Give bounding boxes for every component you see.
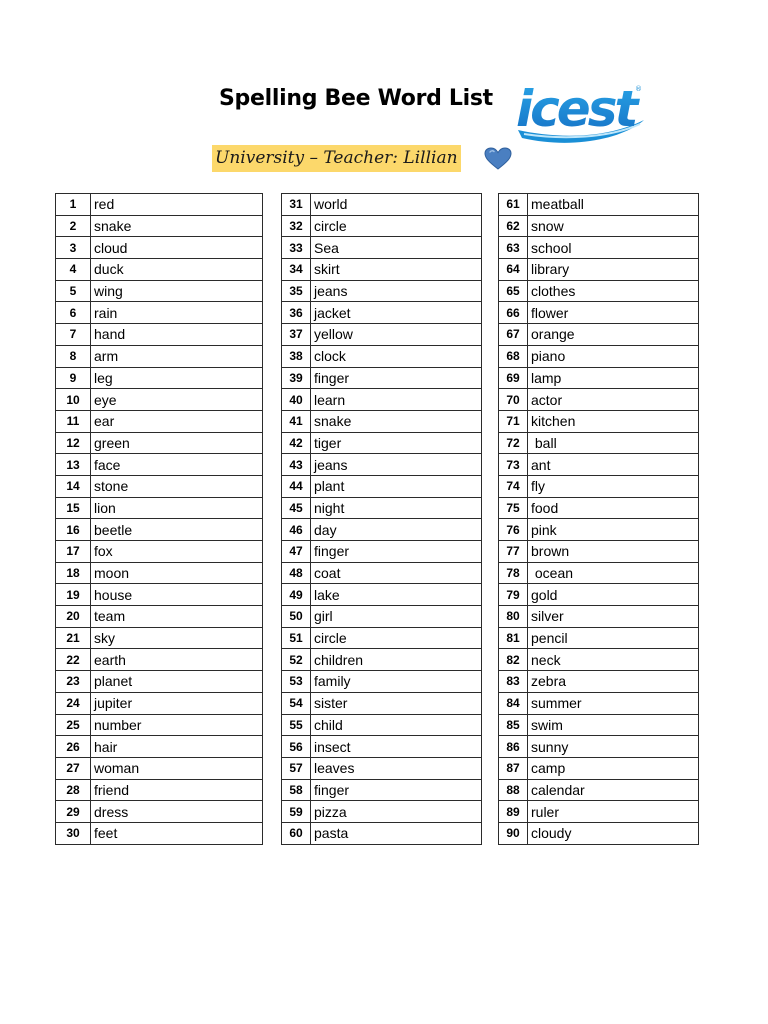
word-number: 68 <box>499 345 528 367</box>
word-number: 86 <box>499 736 528 758</box>
word-row <box>282 367 482 389</box>
word-row <box>499 410 699 432</box>
word-cell: pencil <box>528 627 699 649</box>
word-row <box>282 779 482 801</box>
word-row <box>282 584 482 606</box>
word-number: 87 <box>499 757 528 779</box>
word-cell: team <box>91 606 263 628</box>
word-cell: child <box>311 714 482 736</box>
word-row <box>282 324 482 346</box>
word-number: 20 <box>56 606 91 628</box>
word-row <box>282 519 482 541</box>
word-cell: clothes <box>528 280 699 302</box>
word-number: 73 <box>499 454 528 476</box>
word-row <box>56 237 263 259</box>
word-row <box>56 562 263 584</box>
word-number: 11 <box>56 410 91 432</box>
word-row <box>499 389 699 411</box>
word-cell: jeans <box>311 280 482 302</box>
word-cell: coat <box>311 562 482 584</box>
word-cell: hand <box>91 324 263 346</box>
word-cell: leaves <box>311 757 482 779</box>
word-cell: finger <box>311 541 482 563</box>
word-number: 85 <box>499 714 528 736</box>
word-cell: eye <box>91 389 263 411</box>
word-cell: learn <box>311 389 482 411</box>
word-number: 23 <box>56 671 91 693</box>
word-number: 34 <box>282 259 311 281</box>
word-cell: earth <box>91 649 263 671</box>
word-cell: snow <box>528 215 699 237</box>
word-number: 45 <box>282 497 311 519</box>
word-number: 77 <box>499 541 528 563</box>
word-row <box>56 475 263 497</box>
word-number: 88 <box>499 779 528 801</box>
word-cell: orange <box>528 324 699 346</box>
word-row <box>56 497 263 519</box>
word-cell: insect <box>311 736 482 758</box>
word-cell: yellow <box>311 324 482 346</box>
word-row <box>282 410 482 432</box>
word-number: 41 <box>282 410 311 432</box>
word-cell: piano <box>528 345 699 367</box>
word-row <box>56 779 263 801</box>
word-row <box>499 822 699 844</box>
word-number: 90 <box>499 822 528 844</box>
word-cell: plant <box>311 475 482 497</box>
word-number: 16 <box>56 519 91 541</box>
word-cell: brown <box>528 541 699 563</box>
word-number: 30 <box>56 822 91 844</box>
word-row <box>499 280 699 302</box>
word-row <box>56 714 263 736</box>
word-row <box>499 584 699 606</box>
word-row <box>56 215 263 237</box>
word-row <box>56 541 263 563</box>
word-row <box>499 302 699 324</box>
word-number: 43 <box>282 454 311 476</box>
word-cell: green <box>91 432 263 454</box>
word-row <box>282 627 482 649</box>
word-cell: jupiter <box>91 692 263 714</box>
word-row <box>282 562 482 584</box>
word-row <box>282 454 482 476</box>
word-number: 58 <box>282 779 311 801</box>
teacher-subtitle: University – Teacher: Lillian <box>212 145 461 172</box>
word-row <box>499 475 699 497</box>
word-number: 71 <box>499 410 528 432</box>
word-number: 40 <box>282 389 311 411</box>
word-cell: ruler <box>528 801 699 823</box>
word-row <box>56 649 263 671</box>
word-number: 17 <box>56 541 91 563</box>
word-row <box>56 584 263 606</box>
word-cell: camp <box>528 757 699 779</box>
word-number: 63 <box>499 237 528 259</box>
word-row <box>282 692 482 714</box>
svg-text:icest: icest <box>516 80 636 138</box>
word-row <box>56 194 263 216</box>
word-row <box>499 627 699 649</box>
word-column-2 <box>281 193 482 845</box>
word-number: 42 <box>282 432 311 454</box>
word-cell: world <box>311 194 482 216</box>
word-number: 35 <box>282 280 311 302</box>
word-row <box>282 649 482 671</box>
word-row <box>499 432 699 454</box>
word-number: 29 <box>56 801 91 823</box>
word-number: 39 <box>282 367 311 389</box>
word-number: 26 <box>56 736 91 758</box>
word-cell: leg <box>91 367 263 389</box>
word-number: 79 <box>499 584 528 606</box>
word-row <box>56 454 263 476</box>
word-row <box>499 237 699 259</box>
word-row <box>56 692 263 714</box>
word-cell: Sea <box>311 237 482 259</box>
word-cell: duck <box>91 259 263 281</box>
word-cell: moon <box>91 562 263 584</box>
word-cell: red <box>91 194 263 216</box>
word-number: 59 <box>282 801 311 823</box>
word-number: 50 <box>282 606 311 628</box>
word-cell: food <box>528 497 699 519</box>
word-cell: ant <box>528 454 699 476</box>
word-number: 33 <box>282 237 311 259</box>
word-row <box>282 497 482 519</box>
word-row <box>56 519 263 541</box>
word-row <box>282 541 482 563</box>
word-cell: face <box>91 454 263 476</box>
word-number: 31 <box>282 194 311 216</box>
word-row <box>499 562 699 584</box>
word-number: 64 <box>499 259 528 281</box>
word-cell: stone <box>91 475 263 497</box>
word-row <box>499 519 699 541</box>
word-number: 54 <box>282 692 311 714</box>
word-number: 49 <box>282 584 311 606</box>
word-cell: feet <box>91 822 263 844</box>
word-cell: cloud <box>91 237 263 259</box>
word-number: 6 <box>56 302 91 324</box>
word-cell: number <box>91 714 263 736</box>
word-row <box>499 779 699 801</box>
word-row <box>499 194 699 216</box>
word-number: 14 <box>56 475 91 497</box>
word-number: 38 <box>282 345 311 367</box>
word-row <box>499 671 699 693</box>
word-row <box>499 736 699 758</box>
word-cell: actor <box>528 389 699 411</box>
word-row <box>282 671 482 693</box>
word-number: 89 <box>499 801 528 823</box>
word-number: 76 <box>499 519 528 541</box>
word-row <box>282 801 482 823</box>
word-row <box>56 345 263 367</box>
word-cell: school <box>528 237 699 259</box>
word-cell: gold <box>528 584 699 606</box>
word-number: 81 <box>499 627 528 649</box>
word-row <box>282 432 482 454</box>
word-row <box>56 822 263 844</box>
word-number: 37 <box>282 324 311 346</box>
word-cell: calendar <box>528 779 699 801</box>
word-row <box>499 259 699 281</box>
word-number: 80 <box>499 606 528 628</box>
word-cell: planet <box>91 671 263 693</box>
word-cell: finger <box>311 779 482 801</box>
word-number: 22 <box>56 649 91 671</box>
word-number: 61 <box>499 194 528 216</box>
word-row <box>56 324 263 346</box>
word-number: 69 <box>499 367 528 389</box>
word-number: 65 <box>499 280 528 302</box>
word-row <box>56 432 263 454</box>
word-number: 82 <box>499 649 528 671</box>
word-number: 55 <box>282 714 311 736</box>
word-cell: pasta <box>311 822 482 844</box>
word-cell: dress <box>91 801 263 823</box>
word-number: 5 <box>56 280 91 302</box>
word-cell: swim <box>528 714 699 736</box>
word-cell: fly <box>528 475 699 497</box>
word-cell: arm <box>91 345 263 367</box>
word-row <box>499 324 699 346</box>
word-cell: sister <box>311 692 482 714</box>
word-number: 72 <box>499 432 528 454</box>
word-cell: snake <box>311 410 482 432</box>
word-row <box>56 259 263 281</box>
word-cell: cloudy <box>528 822 699 844</box>
word-row <box>499 345 699 367</box>
word-number: 78 <box>499 562 528 584</box>
word-number: 1 <box>56 194 91 216</box>
word-row <box>499 714 699 736</box>
word-row <box>499 454 699 476</box>
word-number: 47 <box>282 541 311 563</box>
word-number: 52 <box>282 649 311 671</box>
word-cell: hair <box>91 736 263 758</box>
word-cell: kitchen <box>528 410 699 432</box>
word-cell: woman <box>91 757 263 779</box>
word-cell: pizza <box>311 801 482 823</box>
word-row <box>499 692 699 714</box>
word-row <box>56 801 263 823</box>
word-cell: snake <box>91 215 263 237</box>
word-row <box>56 736 263 758</box>
word-cell: jeans <box>311 454 482 476</box>
word-number: 84 <box>499 692 528 714</box>
word-cell: day <box>311 519 482 541</box>
word-row <box>282 215 482 237</box>
word-cell: beetle <box>91 519 263 541</box>
word-cell: pink <box>528 519 699 541</box>
word-cell: fox <box>91 541 263 563</box>
word-row <box>282 345 482 367</box>
word-number: 66 <box>499 302 528 324</box>
word-cell: meatball <box>528 194 699 216</box>
word-column-1 <box>55 193 263 845</box>
word-cell: children <box>311 649 482 671</box>
word-cell: lamp <box>528 367 699 389</box>
word-row <box>56 410 263 432</box>
word-cell: house <box>91 584 263 606</box>
word-row <box>282 757 482 779</box>
word-row <box>282 280 482 302</box>
word-cell: neck <box>528 649 699 671</box>
word-number: 8 <box>56 345 91 367</box>
word-row <box>282 194 482 216</box>
word-row <box>499 497 699 519</box>
word-row <box>282 259 482 281</box>
word-number: 19 <box>56 584 91 606</box>
word-number: 13 <box>56 454 91 476</box>
word-row <box>282 606 482 628</box>
word-row <box>499 215 699 237</box>
word-cell: summer <box>528 692 699 714</box>
word-row <box>499 367 699 389</box>
word-row <box>499 606 699 628</box>
word-number: 4 <box>56 259 91 281</box>
word-number: 27 <box>56 757 91 779</box>
word-number: 57 <box>282 757 311 779</box>
word-cell: rain <box>91 302 263 324</box>
page-title: Spelling Bee Word List <box>219 86 493 111</box>
word-row <box>282 475 482 497</box>
word-number: 83 <box>499 671 528 693</box>
word-number: 10 <box>56 389 91 411</box>
word-cell: zebra <box>528 671 699 693</box>
word-number: 7 <box>56 324 91 346</box>
word-cell: clock <box>311 345 482 367</box>
blue-heart-icon <box>484 147 512 171</box>
word-cell: skirt <box>311 259 482 281</box>
word-row <box>56 367 263 389</box>
word-cell: family <box>311 671 482 693</box>
word-cell: lake <box>311 584 482 606</box>
word-row <box>56 671 263 693</box>
svg-text:®: ® <box>635 85 642 93</box>
word-number: 56 <box>282 736 311 758</box>
word-number: 44 <box>282 475 311 497</box>
word-row <box>56 606 263 628</box>
word-number: 67 <box>499 324 528 346</box>
word-number: 75 <box>499 497 528 519</box>
word-cell: circle <box>311 627 482 649</box>
word-number: 9 <box>56 367 91 389</box>
word-number: 51 <box>282 627 311 649</box>
word-cell: lion <box>91 497 263 519</box>
word-row <box>282 822 482 844</box>
word-row <box>499 801 699 823</box>
word-cell: wing <box>91 280 263 302</box>
word-row <box>499 541 699 563</box>
word-number: 32 <box>282 215 311 237</box>
icest-logo <box>514 80 646 146</box>
word-row <box>282 237 482 259</box>
word-row <box>282 736 482 758</box>
word-cell: ball <box>528 432 699 454</box>
word-number: 12 <box>56 432 91 454</box>
word-number: 2 <box>56 215 91 237</box>
word-row <box>56 627 263 649</box>
word-number: 3 <box>56 237 91 259</box>
word-row <box>56 389 263 411</box>
word-row <box>499 757 699 779</box>
word-cell: circle <box>311 215 482 237</box>
word-cell: tiger <box>311 432 482 454</box>
word-number: 25 <box>56 714 91 736</box>
word-number: 24 <box>56 692 91 714</box>
word-number: 53 <box>282 671 311 693</box>
word-number: 18 <box>56 562 91 584</box>
word-cell: flower <box>528 302 699 324</box>
word-number: 60 <box>282 822 311 844</box>
word-number: 21 <box>56 627 91 649</box>
word-column-3 <box>498 193 699 845</box>
word-row <box>56 280 263 302</box>
word-cell: silver <box>528 606 699 628</box>
word-cell: night <box>311 497 482 519</box>
word-number: 46 <box>282 519 311 541</box>
word-row <box>499 649 699 671</box>
word-number: 15 <box>56 497 91 519</box>
word-cell: girl <box>311 606 482 628</box>
word-cell: jacket <box>311 302 482 324</box>
word-row <box>282 389 482 411</box>
word-cell: sunny <box>528 736 699 758</box>
word-number: 36 <box>282 302 311 324</box>
word-row <box>56 302 263 324</box>
word-row <box>282 714 482 736</box>
word-number: 28 <box>56 779 91 801</box>
word-row <box>282 302 482 324</box>
word-row <box>56 757 263 779</box>
word-cell: library <box>528 259 699 281</box>
word-number: 74 <box>499 475 528 497</box>
word-number: 62 <box>499 215 528 237</box>
word-number: 70 <box>499 389 528 411</box>
word-cell: finger <box>311 367 482 389</box>
word-number: 48 <box>282 562 311 584</box>
word-cell: sky <box>91 627 263 649</box>
word-cell: ear <box>91 410 263 432</box>
word-cell: friend <box>91 779 263 801</box>
word-cell: ocean <box>528 562 699 584</box>
